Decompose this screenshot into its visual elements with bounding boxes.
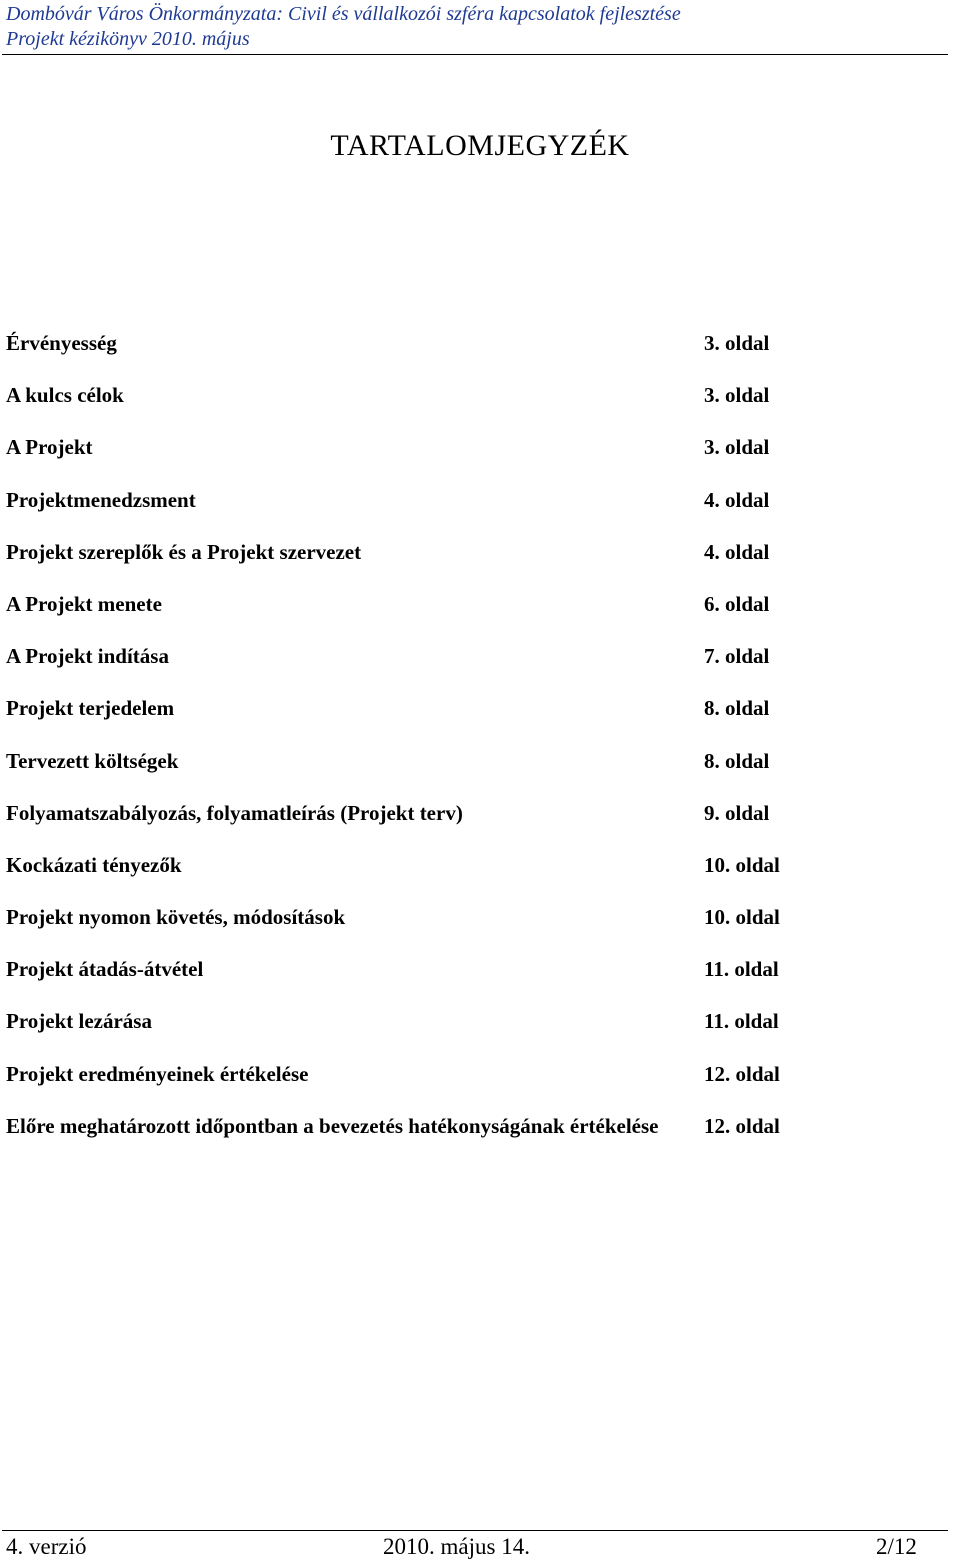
toc-entry-page: 7. oldal	[704, 644, 770, 669]
header-divider	[2, 54, 948, 55]
toc-entry-page: 10. oldal	[704, 905, 780, 930]
toc-entry-title: Projekt átadás-átvétel	[6, 957, 204, 982]
toc-entry[interactable]	[6, 903, 946, 955]
toc-entry-page: 4. oldal	[704, 539, 770, 564]
running-header	[6, 2, 954, 52]
toc-entry-title: Érvényesség	[6, 331, 117, 355]
footer-date: 2010. május 14.	[383, 1534, 530, 1559]
toc-entry-title: A Projekt indítása	[6, 644, 169, 669]
toc-entry-title: A Projekt	[6, 435, 93, 460]
toc-entry-page: 3. oldal	[704, 383, 770, 408]
toc-entry-title: Projekt eredményeinek értékelése	[6, 1061, 309, 1086]
toc-entry-page: 4. oldal	[704, 487, 770, 512]
toc-entry[interactable]	[6, 486, 946, 538]
toc-entry[interactable]	[6, 851, 946, 903]
toc-entry[interactable]	[6, 381, 946, 433]
toc-entry[interactable]	[6, 1007, 946, 1059]
footer-divider	[2, 1530, 948, 1531]
header-line-2: Projekt kézikönyv 2010. május	[6, 28, 250, 50]
toc-entry[interactable]	[6, 799, 946, 851]
toc-entry-page: 10. oldal	[704, 852, 780, 877]
toc-entry-title: Projekt szereplők és a Projekt szervezet	[6, 539, 362, 564]
toc-entry-page: 3. oldal	[704, 435, 770, 460]
toc-entry-title: Projekt lezárása	[6, 1009, 152, 1034]
toc-entry-title: Tervezett költségek	[6, 748, 179, 773]
toc-entry[interactable]	[6, 538, 946, 590]
toc-entry-title: A kulcs célok	[6, 383, 124, 408]
toc-entry-title: Előre meghatározott időpontban a bevezetés hatékonyságának értékelése	[6, 1113, 659, 1138]
toc-entry-page: 9. oldal	[704, 800, 770, 825]
page-title: TARTALOMJEGYZÉK	[330, 129, 630, 162]
toc-entry-page: 8. oldal	[704, 696, 770, 721]
toc-entry[interactable]	[6, 642, 946, 694]
toc-entry-title: Projekt nyomon követés, módosítások	[6, 905, 346, 930]
toc-entry-page: 11. oldal	[704, 957, 779, 982]
toc-entry-page: 8. oldal	[704, 748, 770, 773]
footer-version: 4. verzió	[6, 1534, 87, 1559]
toc-entry-page: 6. oldal	[704, 591, 770, 616]
toc-entry[interactable]	[6, 590, 946, 642]
toc-entry[interactable]	[6, 329, 946, 381]
toc-entry[interactable]	[6, 747, 946, 799]
toc-entry-title: Projekt terjedelem	[6, 696, 175, 721]
toc-entry-title: Projektmenedzsment	[6, 487, 196, 512]
toc-entry[interactable]	[6, 955, 946, 1007]
toc-entry-title: Kockázati tényezők	[6, 852, 182, 877]
toc-entry[interactable]	[6, 694, 946, 746]
toc-entry[interactable]	[6, 433, 946, 485]
toc-entry-page: 3. oldal	[704, 331, 770, 355]
header-line-1: Dombóvár Város Önkormányzata: Civil és vállalkozói szféra kapcsolatok fejlesztése	[6, 3, 681, 25]
toc-entry-title: A Projekt menete	[6, 591, 162, 616]
toc-entry[interactable]	[6, 1060, 946, 1112]
table-of-contents	[6, 329, 946, 1164]
toc-entry-page: 12. oldal	[704, 1113, 780, 1138]
toc-entry-title: Folyamatszabályozás, folyamatleírás (Projekt terv)	[6, 800, 463, 825]
toc-entry[interactable]	[6, 1112, 946, 1164]
toc-entry-page: 11. oldal	[704, 1009, 779, 1034]
toc-entry-page: 12. oldal	[704, 1061, 780, 1086]
footer-page-number: 2/12	[876, 1534, 917, 1559]
